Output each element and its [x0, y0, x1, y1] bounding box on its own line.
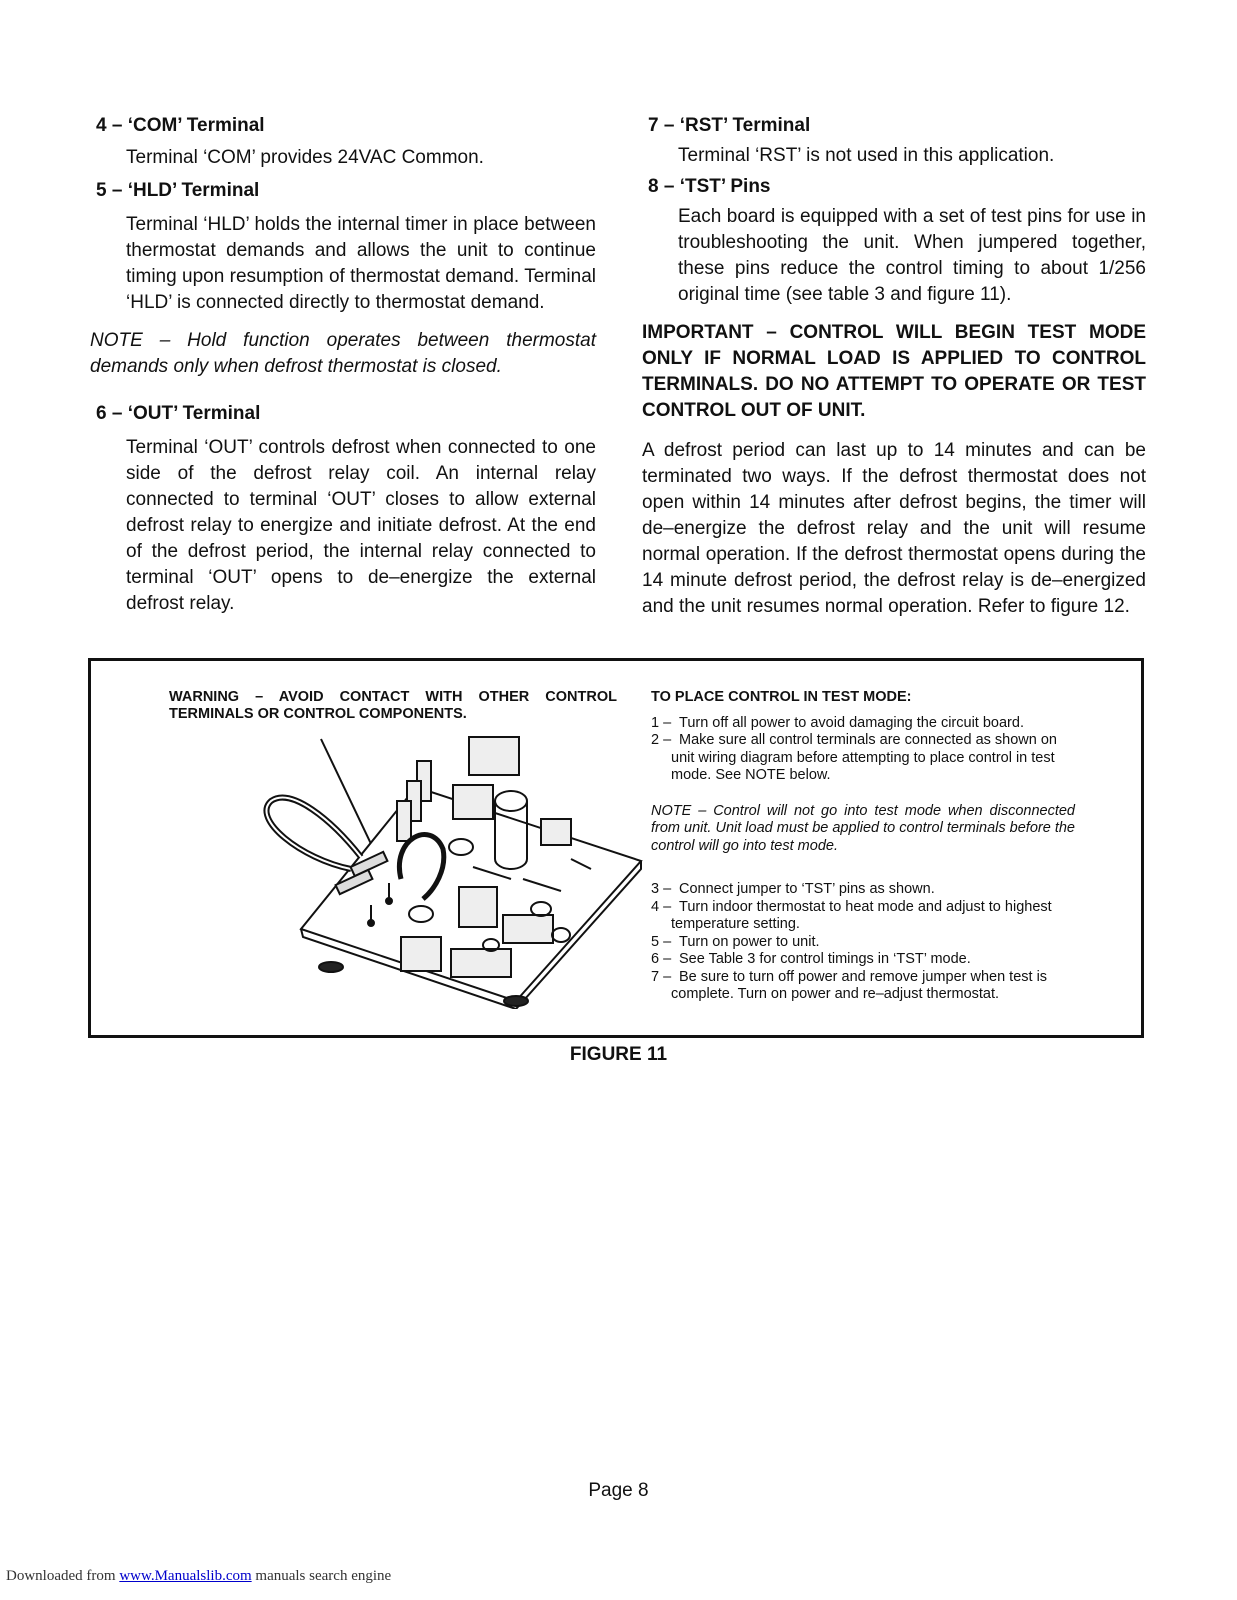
step-number: 4 –: [651, 898, 672, 915]
section-4-text: Terminal ‘COM’ provides 24VAC Common.: [126, 147, 484, 168]
step-item: [651, 899, 1075, 934]
step-number: 2 –: [651, 732, 672, 748]
step-text: Turn indoor thermostat to heat mode and adjust to highest temperature setting.: [671, 898, 1052, 932]
step-text: Connect jumper to ‘TST’ pins as shown.: [679, 881, 935, 897]
step-item: [651, 881, 1075, 899]
section-5-heading: 5 – ‘HLD’ Terminal: [96, 180, 260, 201]
step-text: Make sure all control terminals are connected as shown on unit wiring diagram before attempting to place control in test mode. See NOTE below.: [671, 732, 1057, 783]
section-6-heading: 6 – ‘OUT’ Terminal: [96, 403, 261, 424]
step-number: 3 –: [651, 881, 672, 897]
footer-suffix: manuals search engine: [251, 1568, 392, 1584]
manualslib-link[interactable]: www.Manualslib.com: [119, 1568, 252, 1584]
step-item: [651, 732, 1075, 785]
test-mode-note: NOTE – Control will not go into test mode when disconnected from unit. Unit load must be applied to control terminals before the control will go into test mode.: [651, 802, 1075, 854]
section-6-text: Terminal ‘OUT’ controls defrost when connected to one side of the defrost relay coil. An internal relay connected to terminal ‘OUT’ closes to allow external defrost relay to energize and initiate defrost. At the end of the defrost period, the internal relay connected to terminal ‘OUT’ opens to de–energize the external defrost relay.: [126, 437, 596, 614]
step-item: [651, 934, 1075, 952]
test-mode-instructions: [651, 689, 1075, 1004]
step-number: 6 –: [651, 951, 672, 967]
step-text: Turn off all power to avoid damaging the circuit board.: [679, 714, 1024, 731]
step-text: See Table 3 for control timings in ‘TST’ mode.: [679, 951, 971, 967]
defrost-paragraph: A defrost period can last up to 14 minutes and can be terminated two ways. If the defrost thermostat does not open within 14 minutes after defrost begins, the timer will de–energize the defrost relay and the unit will resume normal operation. If the defrost thermostat opens during the 14 minute defrost period, the defrost relay is de–energized and the unit resumes normal operation. Refer to figure 12.: [642, 440, 1146, 617]
test-mode-title: TO PLACE CONTROL IN TEST MODE:: [651, 689, 912, 705]
step-item: [651, 951, 1075, 969]
important-notice: IMPORTANT – CONTROL WILL BEGIN TEST MODE ONLY IF NORMAL LOAD IS APPLIED TO CONTROL TERMINALS. DO NO ATTEMPT TO OPERATE OR TEST CONTROL OUT OF UNIT.: [642, 322, 1146, 421]
right-column: [642, 112, 1146, 620]
section-8-heading: 8 – ‘TST’ Pins: [648, 176, 771, 197]
figure-11-box: [88, 658, 1144, 1038]
hold-note: NOTE – Hold function operates between thermostat demands only when defrost thermostat is closed.: [90, 330, 596, 377]
step-text: Turn on power to unit.: [679, 933, 820, 950]
left-column: [90, 112, 596, 617]
section-7-text: Terminal ‘RST’ is not used in this application.: [678, 145, 1055, 166]
circuit-board-illustration: [211, 709, 651, 1009]
step-number: 7 –: [651, 968, 672, 985]
footer-prefix: Downloaded from: [6, 1568, 120, 1584]
section-5-text: Terminal ‘HLD’ holds the internal timer in place between thermostat demands and allows the unit to continue timing upon resumption of thermostat demand. Terminal ‘HLD’ is connected directly to thermostat demand.: [126, 214, 596, 313]
page-number: Page 8: [588, 1480, 649, 1501]
figure-caption: FIGURE 11: [569, 1044, 668, 1065]
step-item: [651, 969, 1075, 1004]
download-footer: [6, 1568, 391, 1585]
step-number: 5 –: [651, 933, 672, 950]
step-text: Be sure to turn off power and remove jumper when test is complete. Turn on power and re–adjust thermostat.: [671, 968, 1048, 1002]
step-item: [651, 715, 1075, 733]
step-number: 1 –: [651, 714, 672, 731]
section-7-heading: 7 – ‘RST’ Terminal: [648, 115, 811, 136]
section-8-text: Each board is equipped with a set of test pins for use in troubleshooting the unit. When jumpered together, these pins reduce the control timing to about 1/256 original time (see table 3 and figure 11).: [678, 206, 1146, 305]
warning-label: WARNING – AVOID CONTACT WITH OTHER CONTROL TERMINALS OR CONTROL COMPONENTS.: [169, 689, 617, 722]
section-4-heading: 4 – ‘COM’ Terminal: [96, 115, 265, 136]
